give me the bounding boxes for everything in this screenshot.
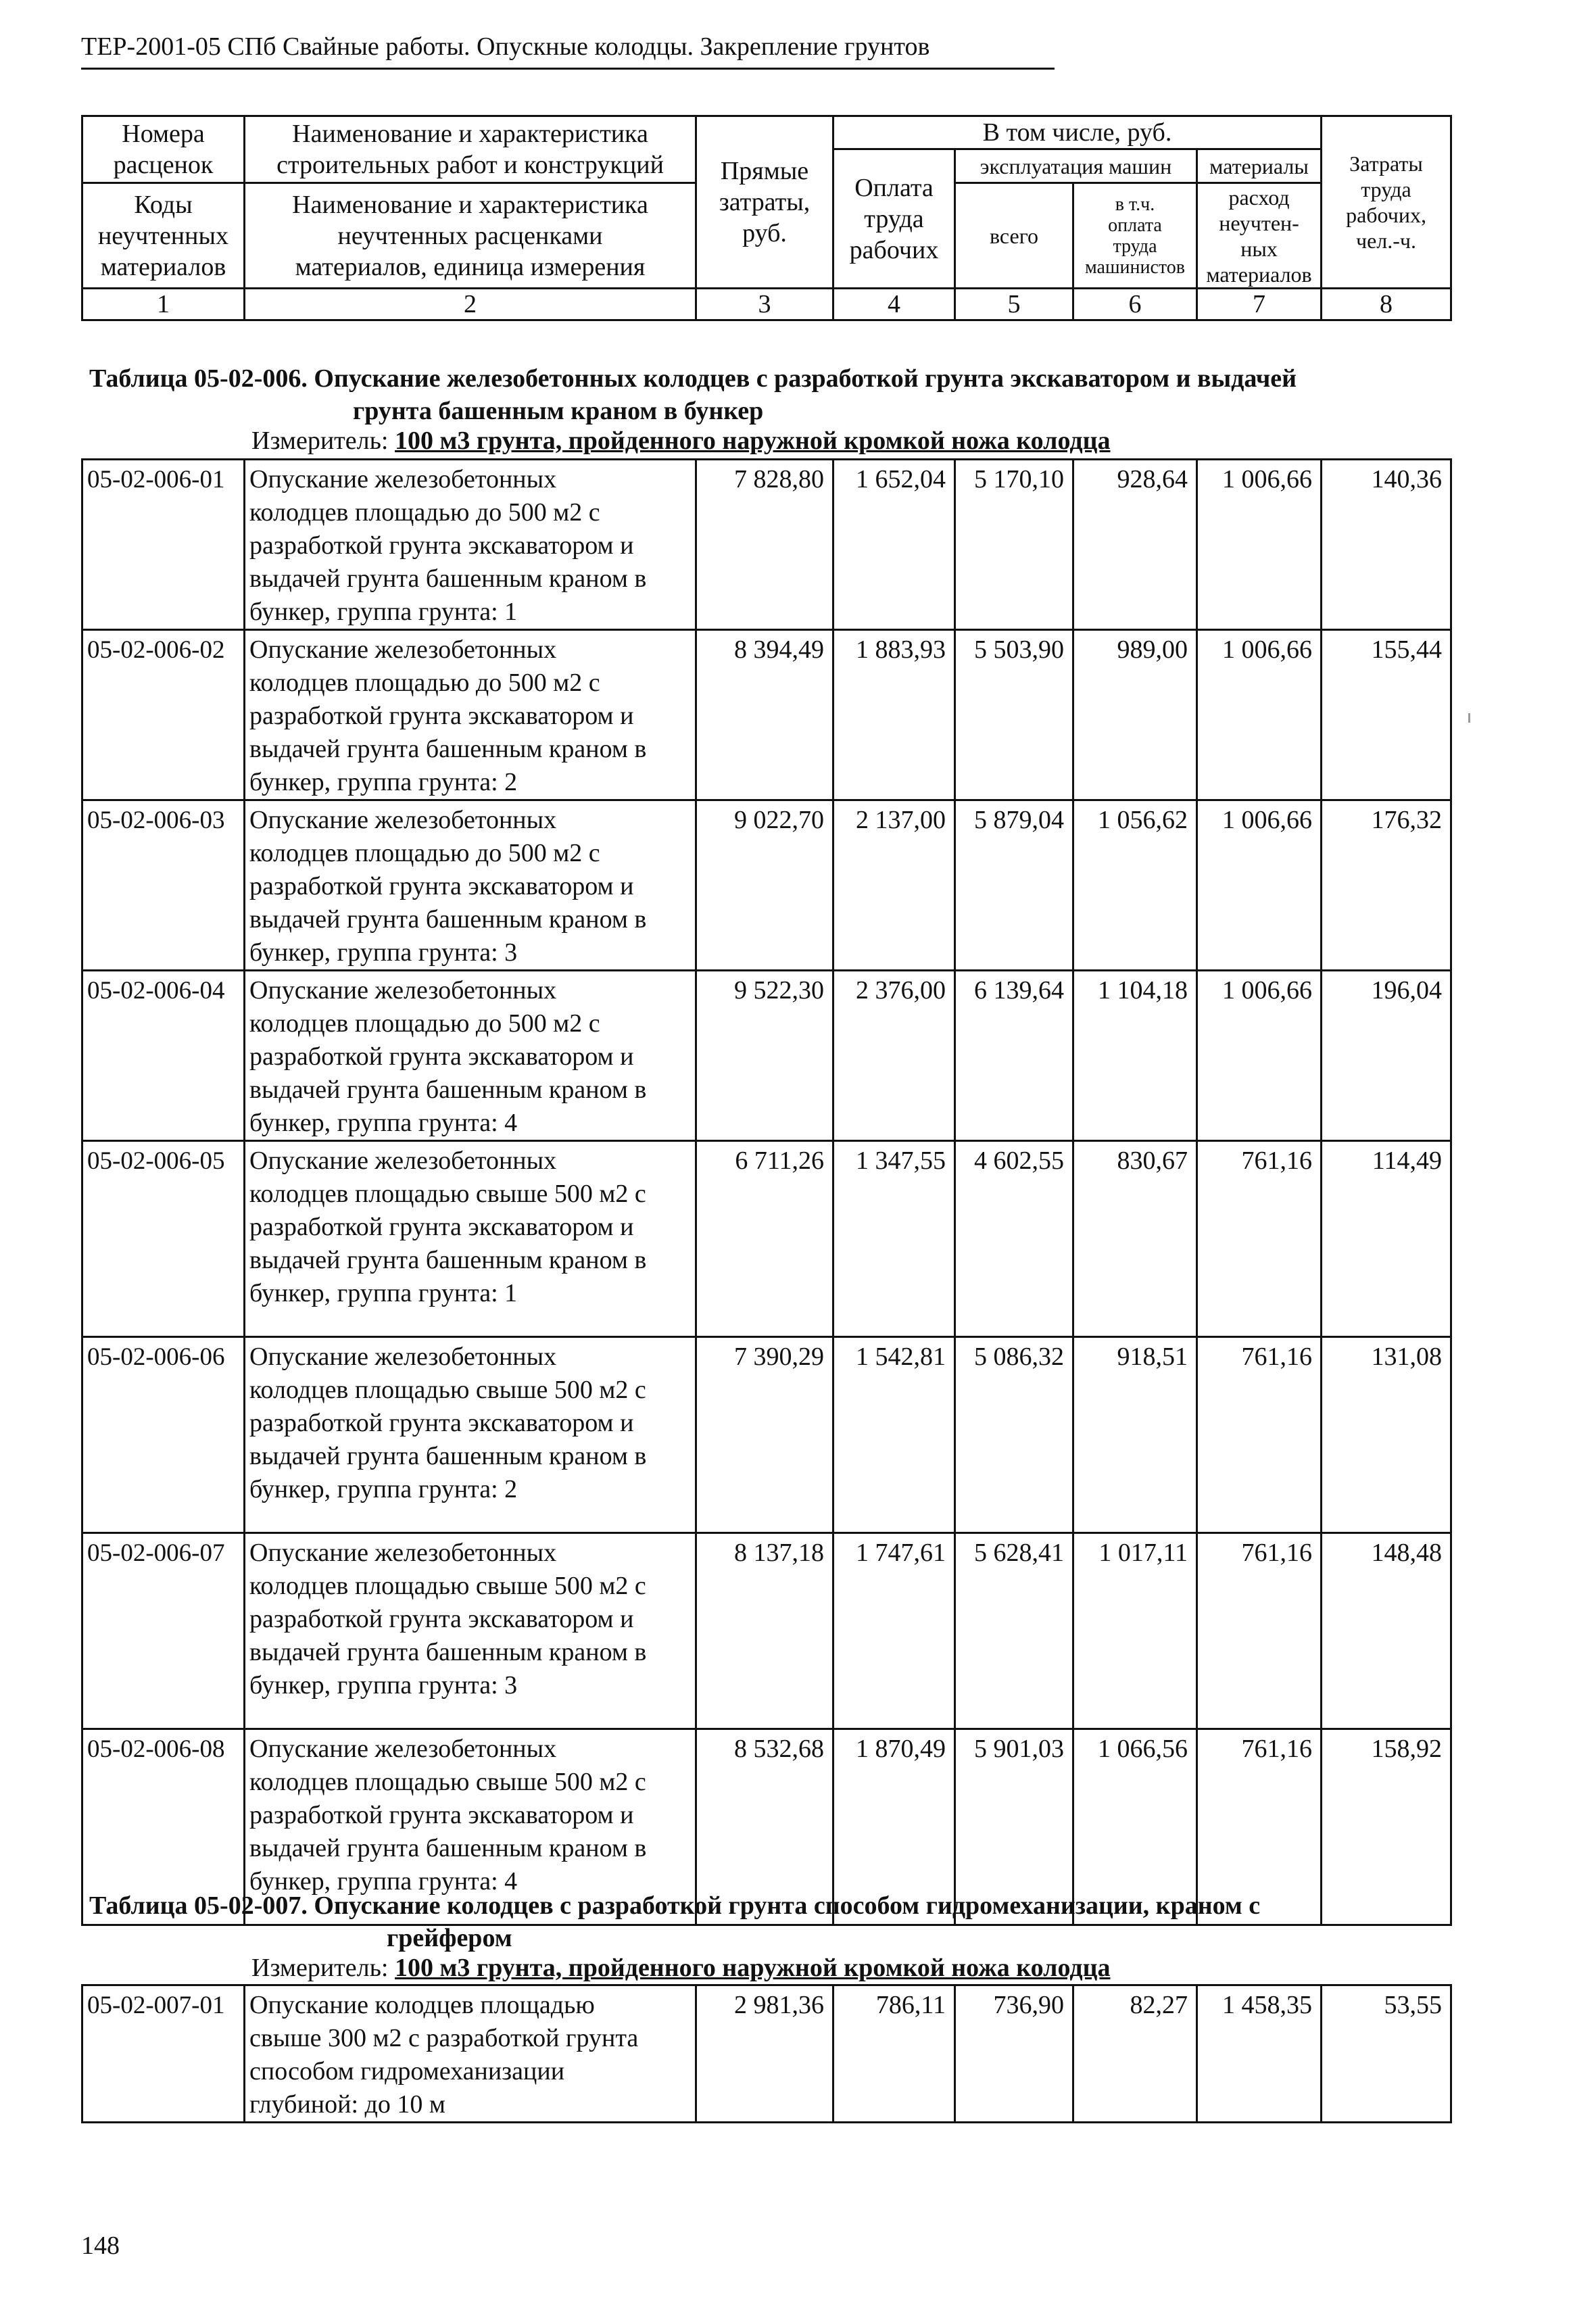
machine-operation: 5 901,03 [955,1729,1073,1925]
labor-pay: 1 870,49 [833,1729,955,1925]
machine-operator-pay: 989,00 [1073,630,1197,800]
description-line: Опускание железобетонных [249,465,557,493]
description-line: колодцев площадью до 500 м2 с [249,1009,600,1038]
machine-operation: 736,90 [955,1985,1073,2123]
rate-code: 05-02-006-08 [82,1729,245,1925]
rates-table-05-02-007 [81,1984,1452,2123]
table-unit: Измеритель: 100 м3 грунта, пройденного наружной кромкой ножа колодца [251,1954,1111,1982]
work-description [245,460,696,630]
group-header: В том числе, руб. [833,116,1322,149]
col6-header: в т.ч. оплата труда машинистов [1073,183,1197,289]
machine-operator-pay: 1 056,62 [1073,800,1197,971]
description-line: разработкой грунта экскаватором и [249,1409,634,1437]
labor-hours: 140,36 [1322,460,1451,630]
materials: 1 458,35 [1197,1985,1322,2123]
description-line: Опускание железобетонных [249,1539,557,1567]
table-unit: Измеритель: 100 м3 грунта, пройденного наружной кромкой ножа колодца [251,427,1111,455]
description-line: разработкой грунта экскаватором и [249,872,634,900]
machine-operation: 5 503,90 [955,630,1073,800]
machine-operation: 5 879,04 [955,800,1073,971]
labor-pay: 1 883,93 [833,630,955,800]
col-number: 4 [833,289,955,320]
work-description [245,800,696,971]
col1-header-top: Номера расценок [82,116,245,183]
materials: 1 006,66 [1197,971,1322,1141]
table-row [82,971,1451,1141]
description-line: Опускание железобетонных [249,635,557,664]
labor-pay: 1 347,55 [833,1141,955,1337]
col3-header: Прямые затраты, руб. [696,116,833,289]
materials: 1 006,66 [1197,800,1322,971]
materials: 761,16 [1197,1337,1322,1533]
col-number: 5 [955,289,1073,320]
col8-header: Затраты труда рабочих, чел.-ч. [1322,116,1451,289]
col2-header-bottom: Наименование и характеристика неучтенных расценками материалов, единица измерения [245,183,696,289]
machine-operation: 5 628,41 [955,1533,1073,1729]
labor-pay: 786,11 [833,1985,955,2123]
description-line: разработкой грунта экскаватором и [249,531,634,560]
description-line: разработкой грунта экскаватором и [249,1801,634,1829]
col7-header: расход неучтен- ных материалов [1197,183,1322,289]
description-line: бункер, группа грунта: 2 [249,1475,518,1503]
description-line: колодцев площадью до 500 м2 с [249,669,600,697]
direct-costs: 8 532,68 [696,1729,833,1925]
work-description [245,971,696,1141]
machine-operation: 5 086,32 [955,1337,1073,1533]
description-line: выдачей грунта башенным краном в [249,905,647,934]
labor-pay: 2 137,00 [833,800,955,971]
direct-costs: 9 022,70 [696,800,833,971]
col-number: 3 [696,289,833,320]
description-line: колодцев площадью до 500 м2 с [249,498,600,527]
rate-code: 05-02-006-02 [82,630,245,800]
description-line: колодцев площадью свыше 500 м2 с [249,1572,646,1600]
description-line: выдачей грунта башенным краном в [249,735,647,763]
labor-hours: 53,55 [1322,1985,1451,2123]
rate-code: 05-02-006-07 [82,1533,245,1729]
materials: 761,16 [1197,1141,1322,1337]
column-header-table [81,115,1452,321]
description-line: бункер, группа грунта: 1 [249,1279,518,1307]
direct-costs: 6 711,26 [696,1141,833,1337]
direct-costs: 9 522,30 [696,971,833,1141]
description-line: Опускание железобетонных [249,806,557,834]
rates-table-05-02-006 [81,458,1452,1926]
table-row [82,460,1451,630]
description-line: бункер, группа грунта: 1 [249,598,518,626]
machine-operation: 4 602,55 [955,1141,1073,1337]
direct-costs: 7 390,29 [696,1337,833,1533]
page-number: 148 [81,2231,120,2260]
rate-code: 05-02-006-04 [82,971,245,1141]
machine-operation: 5 170,10 [955,460,1073,630]
rate-code: 05-02-006-05 [82,1141,245,1337]
col5-header: всего [955,183,1073,289]
machine-operator-pay: 1 017,11 [1073,1533,1197,1729]
description-line: Опускание железобетонных [249,1735,557,1763]
materials: 1 006,66 [1197,460,1322,630]
table-row [82,800,1451,971]
description-line: разработкой грунта экскаватором и [249,1042,634,1071]
materials: 761,16 [1197,1729,1322,1925]
col4-header: Оплата труда рабочих [833,149,955,289]
description-line: бункер, группа грунта: 4 [249,1109,518,1137]
materials: 1 006,66 [1197,630,1322,800]
scan-speck [1468,713,1470,723]
description-line: разработкой грунта экскаватором и [249,702,634,730]
description-line: выдачей грунта башенным краном в [249,1246,647,1274]
machine-operator-pay: 82,27 [1073,1985,1197,2123]
description-line: бункер, группа грунта: 4 [249,1867,518,1896]
labor-pay: 1 747,61 [833,1533,955,1729]
description-line: выдачей грунта башенным краном в [249,1638,647,1666]
labor-hours: 114,49 [1322,1141,1451,1337]
description-line: выдачей грунта башенным краном в [249,1076,647,1104]
labor-pay: 1 652,04 [833,460,955,630]
description-line: Опускание железобетонных [249,976,557,1005]
work-description [245,630,696,800]
machine-operator-pay: 1 066,56 [1073,1729,1197,1925]
description-line: колодцев площадью свыше 500 м2 с [249,1180,646,1208]
labor-hours: 155,44 [1322,630,1451,800]
table-row [82,1533,1451,1729]
col-number: 6 [1073,289,1197,320]
description-line: выдачей грунта башенным краном в [249,1442,647,1470]
running-header: ТЕР-2001-05 СПб Свайные работы. Опускные колодцы. Закрепление грунтов [81,30,1055,70]
materials-header: материалы [1197,149,1322,183]
table-row [82,630,1451,800]
work-description [245,1337,696,1533]
direct-costs: 2 981,36 [696,1985,833,2123]
machine-operation: 6 139,64 [955,971,1073,1141]
labor-hours: 158,92 [1322,1729,1451,1925]
direct-costs: 8 394,49 [696,630,833,800]
machines-header: эксплуатация машин [955,149,1197,183]
description-line: Опускание железобетонных [249,1147,557,1175]
description-line: способом гидромеханизации [249,2057,565,2085]
col-number: 1 [82,289,245,320]
labor-hours: 131,08 [1322,1337,1451,1533]
table-caption: Таблица 05-02-007. Опускание колодцев с разработкой грунта способом гидромеханизации, краном с грейфером [89,1891,1261,1952]
machine-operator-pay: 830,67 [1073,1141,1197,1337]
description-line: бункер, группа грунта: 2 [249,768,518,796]
rate-code: 05-02-006-01 [82,460,245,630]
col-number: 2 [245,289,696,320]
description-line: колодцев площадью до 500 м2 с [249,839,600,867]
col-number: 7 [1197,289,1322,320]
description-line: колодцев площадью свыше 500 м2 с [249,1376,646,1404]
description-line: бункер, группа грунта: 3 [249,1671,518,1699]
col1-header-bottom: Коды неучтенных материалов [82,183,245,289]
direct-costs: 7 828,80 [696,460,833,630]
table-row [82,1985,1451,2123]
materials: 761,16 [1197,1533,1322,1729]
description-line: выдачей грунта башенным краном в [249,564,647,593]
table-row [82,1141,1451,1337]
labor-hours: 196,04 [1322,971,1451,1141]
rate-code: 05-02-007-01 [82,1985,245,2123]
work-description [245,1985,696,2123]
description-line: разработкой грунта экскаватором и [249,1605,634,1633]
labor-hours: 176,32 [1322,800,1451,971]
description-line: выдачей грунта башенным краном в [249,1834,647,1862]
description-line: свыше 300 м2 с разработкой грунта [249,2024,639,2052]
machine-operator-pay: 918,51 [1073,1337,1197,1533]
table-row [82,1337,1451,1533]
work-description [245,1533,696,1729]
work-description [245,1141,696,1337]
rate-code: 05-02-006-06 [82,1337,245,1533]
col-number: 8 [1322,289,1451,320]
description-line: Опускание железобетонных [249,1343,557,1371]
description-line: Опускание колодцев площадью [249,1991,595,2019]
labor-pay: 1 542,81 [833,1337,955,1533]
description-line: колодцев площадью свыше 500 м2 с [249,1768,646,1796]
col2-header-top: Наименование и характеристика строительных работ и конструкций [245,116,696,183]
description-line: бункер, группа грунта: 3 [249,938,518,967]
machine-operator-pay: 928,64 [1073,460,1197,630]
labor-pay: 2 376,00 [833,971,955,1141]
labor-hours: 148,48 [1322,1533,1451,1729]
rate-code: 05-02-006-03 [82,800,245,971]
description-line: разработкой грунта экскаватором и [249,1213,634,1241]
description-line: глубиной: до 10 м [249,2090,445,2119]
table-caption: Таблица 05-02-006. Опускание железобетонных колодцев с разработкой грунта экскаватором и выдачей грунта башенным краном в бункер [89,364,1297,425]
machine-operator-pay: 1 104,18 [1073,971,1197,1141]
direct-costs: 8 137,18 [696,1533,833,1729]
